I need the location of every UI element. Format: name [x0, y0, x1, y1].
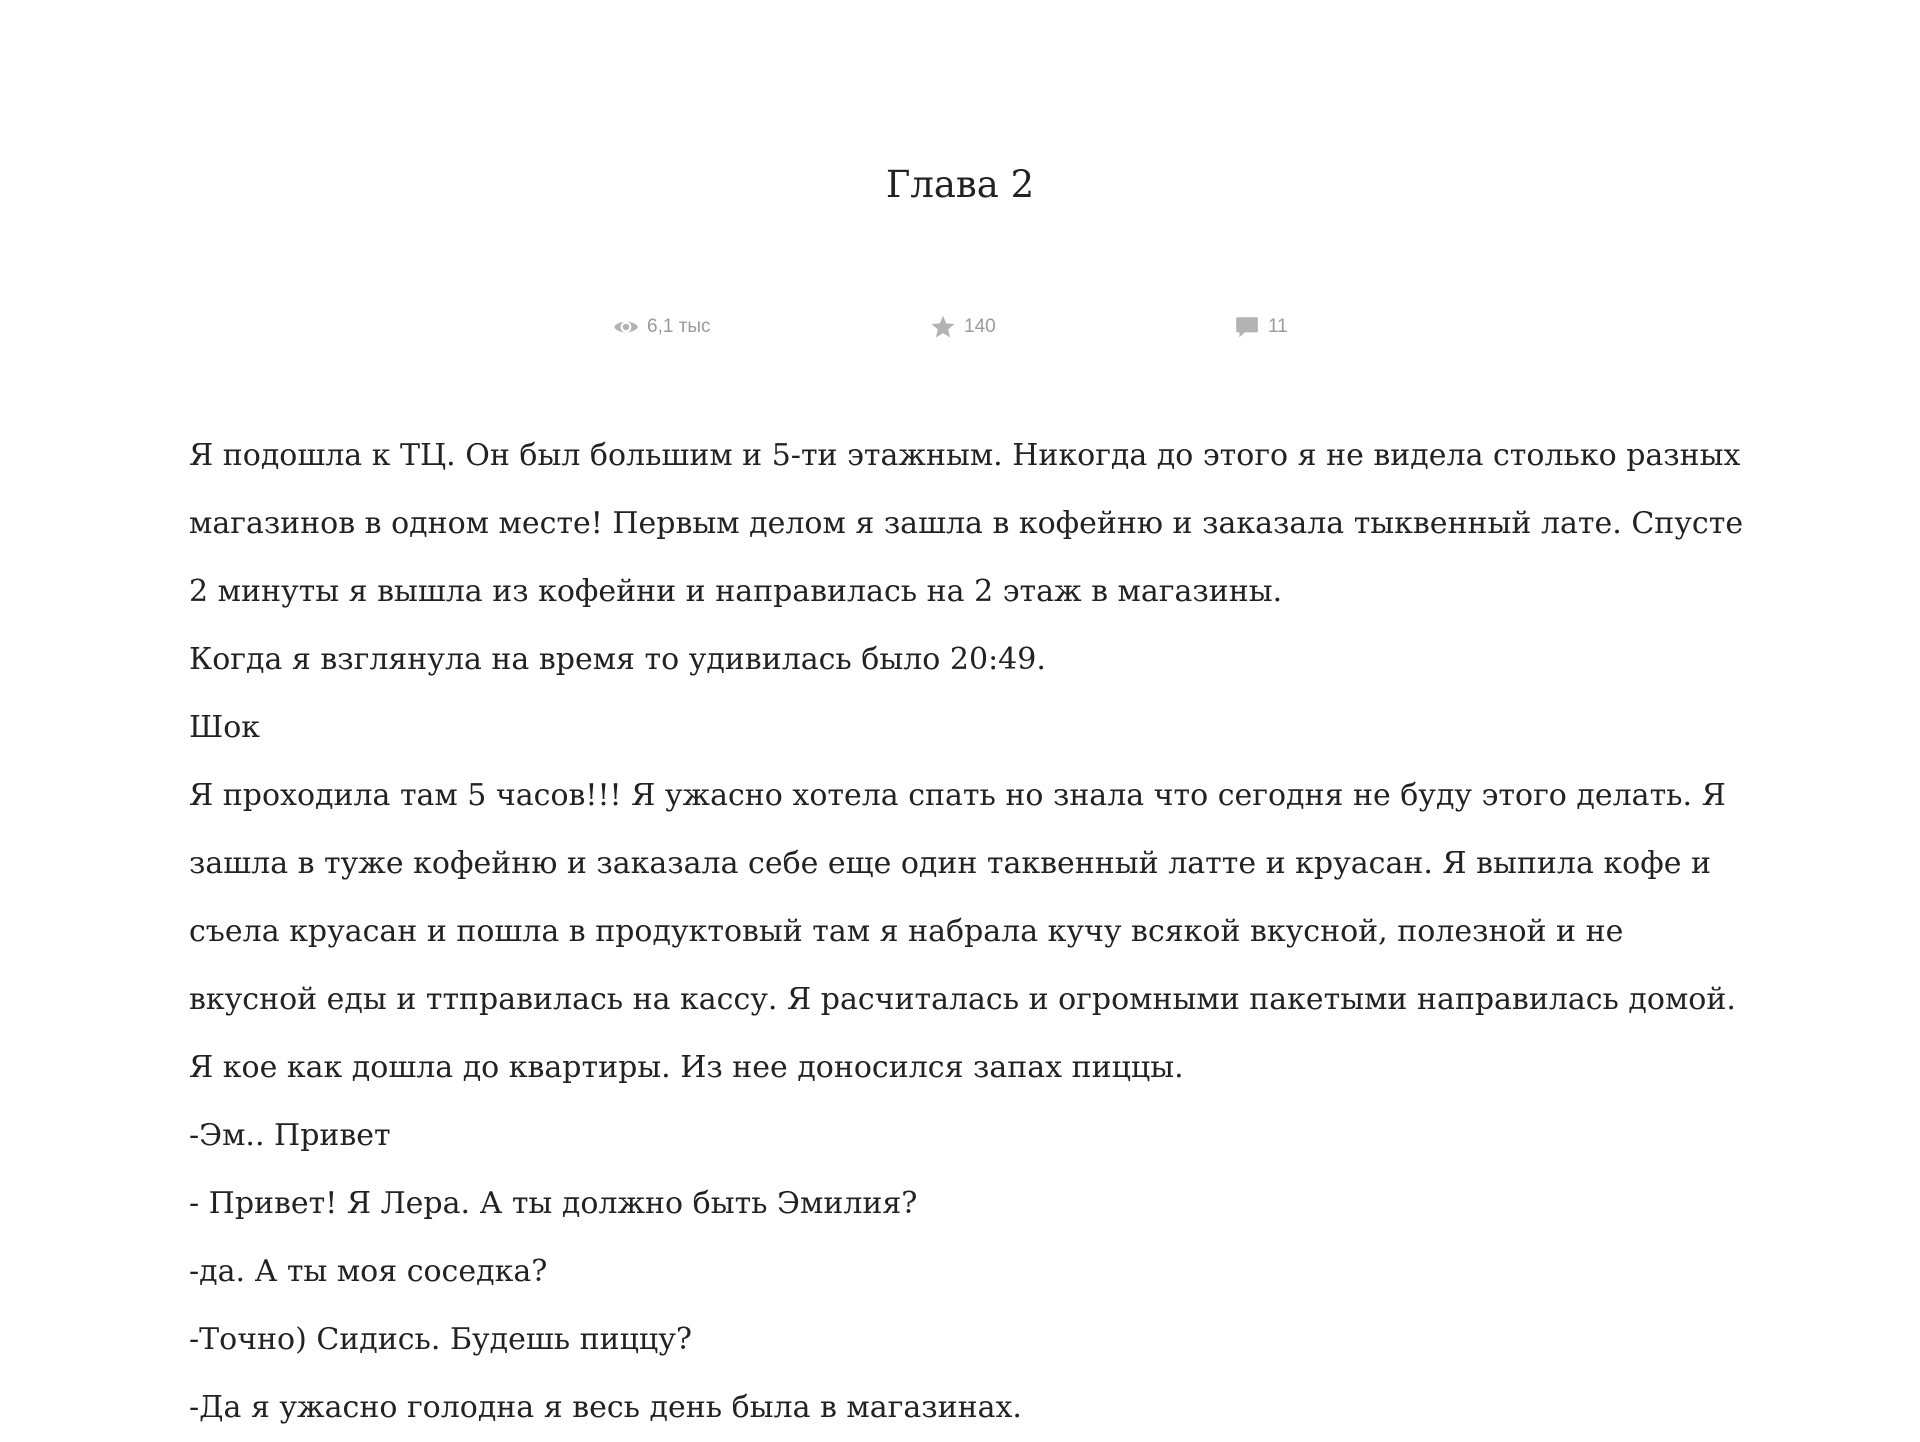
views-stat — [613, 312, 711, 342]
story-paragraph: -Эм.. Привет — [189, 1118, 391, 1153]
votes-stat — [930, 312, 996, 342]
star-icon — [930, 314, 956, 340]
story-paragraph: -Да я ужасно голодна я весь день была в магазинах. — [189, 1390, 1022, 1425]
story-paragraph: - Привет! Я Лера. А ты должно быть Эмилия? — [189, 1186, 918, 1221]
chapter-stats — [0, 312, 1920, 342]
story-paragraph: Я подошла к ТЦ. Он был большим и 5-ти этажным. Никогда до этого я не видела столько разных магазинов в одном месте! Первым делом я зашла в кофейню и заказала тыквенный лате. Спусте 2 минуты я вышла из кофейни и направилась на 2 этаж в магазины. — [189, 438, 1744, 609]
story-paragraph: -Точно) Сидись. Будешь пиццу? — [189, 1322, 692, 1357]
story-text — [189, 422, 1749, 1442]
story-paragraph: Я проходила там 5 часов!!! Я ужасно хотела спать но знала что сегодня не буду этого делать. Я зашла в туже кофейню и заказала себе еще один таквенный латте и круасан. Я выпила кофе и съела круасан и пошла в продуктовый там я набрала кучу всякой вкусной, полезной и не вкусной еды и ттправилась на кассу. Я расчиталась и огромными пакетыми направилась домой. Я кое как дошла до квартиры. Из нее доносился запах пиццы. — [189, 778, 1736, 1085]
views-count: 6,1 тыс — [647, 316, 711, 337]
eye-icon — [613, 314, 639, 340]
chapter-title: Глава 2 — [885, 163, 1035, 206]
story-paragraph: Шок — [189, 710, 261, 745]
votes-count: 140 — [964, 316, 996, 337]
story-paragraph: -да. А ты моя соседка? — [189, 1254, 548, 1289]
comments-stat[interactable] — [1234, 312, 1288, 342]
story-paragraph: Когда я взглянула на время то удивилась было 20:49. — [189, 642, 1046, 677]
comments-count: 11 — [1268, 316, 1288, 337]
comment-icon — [1234, 314, 1260, 340]
